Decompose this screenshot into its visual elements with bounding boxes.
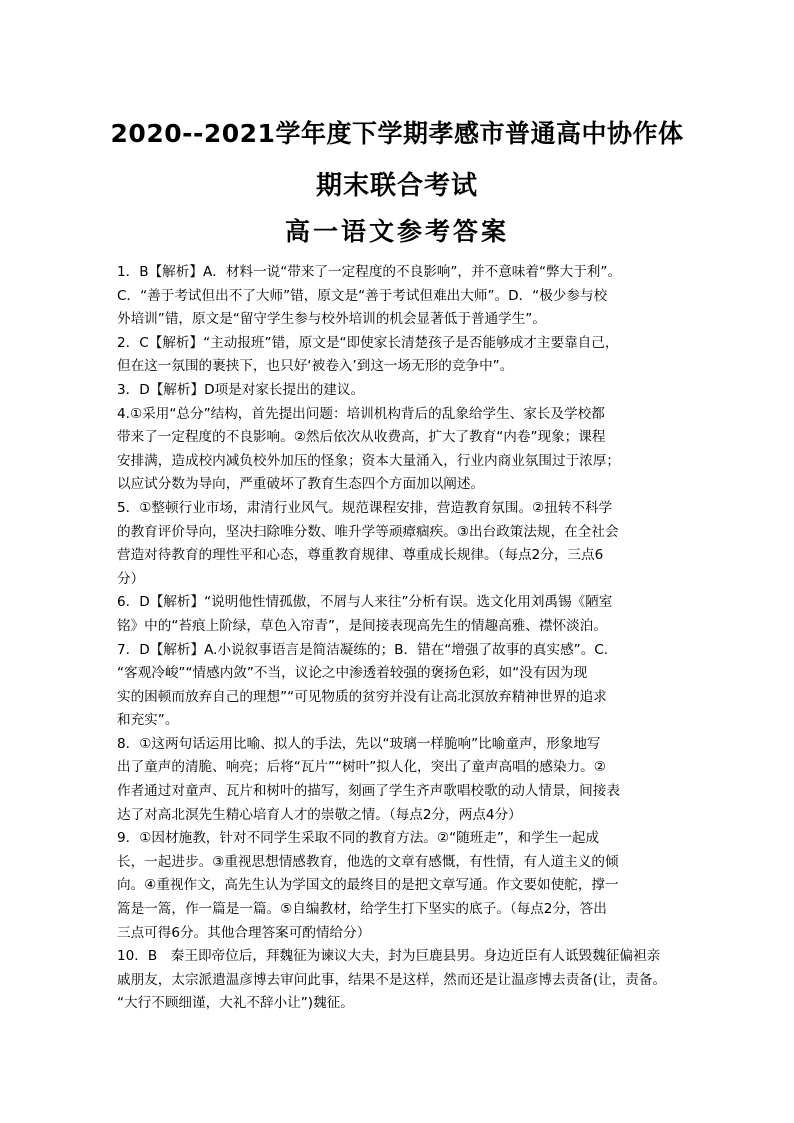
text-line: 戚朋友，太宗派遣温彦博去审问此事，结果不是这样，然而还是让温彦博去责备(让，责备。 [117,971,667,988]
text-line: 外培训”错，原文是“留守学生参与校外培训的机会显著低于普通学生”。 [117,311,546,328]
text-line: “大行不顾细谨，大礼不辞小让”)魏征。 [117,995,354,1012]
text-line: 9．①因材施教，针对不同学生采取不同的教育方法。②“随班走”，和学生一起成 [117,830,600,847]
text-line: 安排满，造成校内减负校外加压的怪象；资本大量涌入，行业内商业氛围过于浓厚； [117,452,620,469]
text-line: 带来了一定程度的不良影响。②然后依次从收费高，扩大了教育“内卷”现象；课程 [117,429,606,446]
text-line: 3．D【解析】D项是对家长提出的建议。 [117,381,365,398]
text-line: 以应试分数为导向，严重破坏了教育生态四个方面加以阐述。 [117,476,485,493]
exam-subtitle: 期末联合考试 [315,171,478,201]
text-line: 4.①采用“总分”结构，首先提出问题：培训机构背后的乱象给学生、家长及学校都 [117,405,605,422]
text-line: 向。④重视作文，高先生认为学国文的最终目的是把文章写通。作文要如使舵，撑一 [117,877,619,894]
text-line: 和充实”。 [117,712,179,729]
text-line: 长，一起进步。③重视思想情感教育，他选的文章有感慨，有性情，有人道主义的倾 [117,853,619,870]
text-line: 8．①这两句话运用比喻、拟人的手法，先以“玻璃一样脆响”比喻童声，形象地写 [117,735,601,752]
text-line: 10．B 秦王即帝位后，拜魏征为谏议大夫，封为巨鹿县男。身边近臣有人诋毁魏征偏袒亲 [117,948,661,965]
text-line: 7．D【解析】A.小说叙事语言是简洁凝练的；B．错在“增强了故事的真实感”。C. [117,641,609,658]
text-line: 5．①整顿行业市场，肃清行业风气。规范课程安排，营造教育氛围。②扭转不科学 [117,499,613,516]
text-line: 6．D【解析】“说明他性情孤傲，不屑与人来往”分析有误。选文化用刘禹锡《陋室 [117,594,613,611]
text-line: 分） [117,570,145,587]
text-line: 1．B【解析】A．材料一说“带来了一定程度的不良影响”，并不意味着“弊大于利”。 [117,264,622,280]
text-line: 但在这一氛围的裹挟下，也只好‘被卷入’到这一场无形的竞争中”。 [117,358,514,375]
text-line: 出了童声的清脆、响亮；后将“瓦片”“树叶”拟人化，突出了童声高唱的感染力。② [117,759,606,776]
exam-title: 2020--2021学年度下学期孝感市普通高中协作体 [110,119,684,148]
text-line: C．“善于考试但出不了大师”错，原文是“善于考试但难出大师”。D．“极少参与校 [117,287,608,304]
text-line: 铭》中的“苔痕上阶绿，草色入帘青”，是间接表现高先生的情趣高雅、襟怀淡泊。 [117,617,607,634]
text-line: “客观冷峻”“情感内敛”不当，议论之中渗透着较强的褒扬色彩，如“没有因为现 [117,665,588,682]
text-line: 篙是一篙，作一篇是一篇。⑤自编教材，给学生打下坚实的底子。（每点2分，答出 [117,901,607,918]
text-line: 作者通过对童声、瓦片和树叶的描写，刻画了学生齐声歌唱校歌的动人情景，间接表 [117,783,620,800]
text-line: 实的困顿而放弃自己的理想”“可见物质的贫穷并没有让高北溟放弃精神世界的追求 [117,688,607,705]
answer-body [117,261,677,1016]
text-line: 的教育评价导向，坚决扫除唯分数、唯升学等顽瘴痼疾。③出台政策法规，在全社会 [117,523,619,540]
text-line: 达了对高北溟先生精心培育人才的崇敬之情。（每点2分，两点4分） [117,806,522,823]
answer-key-title: 高一语文参考答案 [284,217,509,246]
text-line: 营造对待教育的理性平和心态，尊重教育规律、尊重成长规律。（每点2分，三点6 [117,547,604,564]
text-line: 三点可得6分。其他合理答案可酌情给分） [117,924,371,941]
text-line: 2．C【解析】“主动报班”错，原文是“即使家长清楚孩子是否能够成才主要靠自己， [117,334,619,351]
